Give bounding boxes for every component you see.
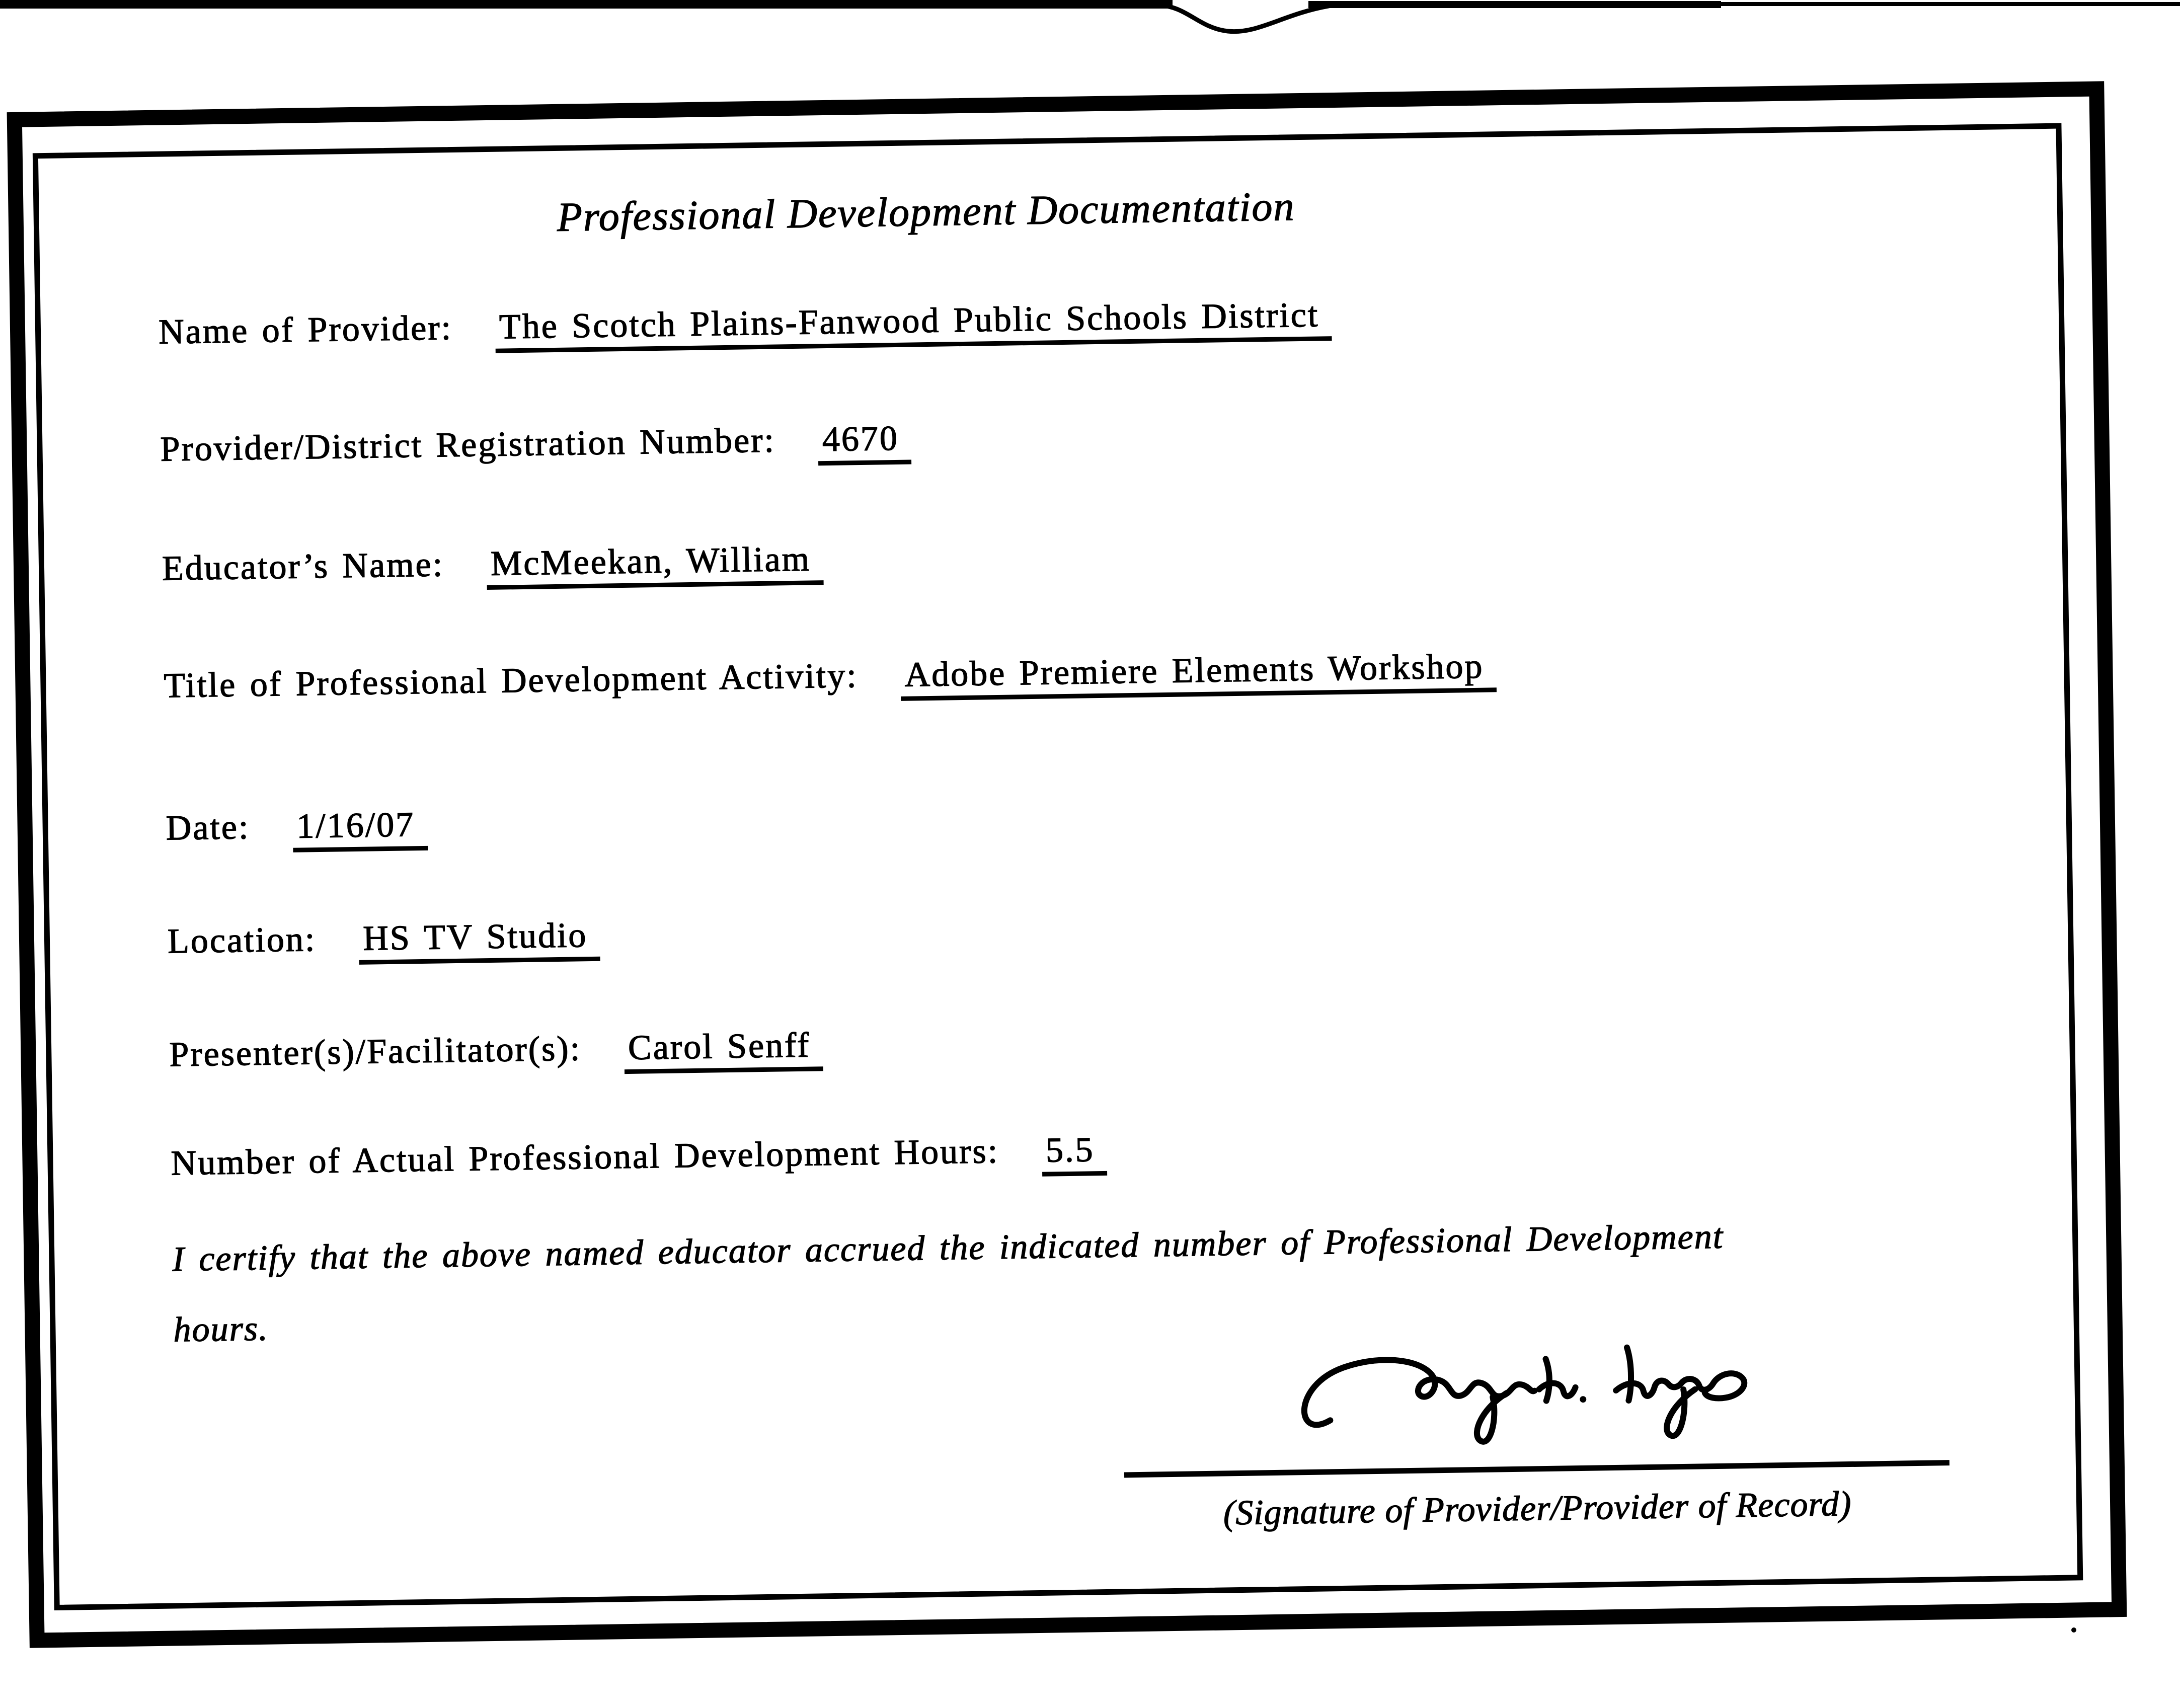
handwritten-signature bbox=[1273, 1306, 1768, 1472]
field-row-location bbox=[168, 918, 601, 968]
field-value: 5.5 bbox=[1042, 1132, 1108, 1177]
field-value: McMeekan, William bbox=[487, 541, 824, 590]
field-row-date bbox=[166, 807, 428, 855]
certification-line: I certify that the above named educator accrued the indicated number of Professional Development bbox=[172, 1217, 1724, 1279]
field-value: 1/16/07 bbox=[292, 807, 428, 852]
field-row-provider-name bbox=[159, 297, 1332, 358]
field-value: The Scotch Plains-Fanwood Public Schools District bbox=[495, 297, 1332, 353]
scan-speck-artifact bbox=[2071, 1627, 2076, 1633]
field-label: Presenter(s)/Facilitator(s): bbox=[169, 1029, 582, 1074]
scanner-edge-artifact bbox=[1308, 1, 1721, 8]
field-row-presenter bbox=[169, 1028, 823, 1080]
scanner-edge-artifact bbox=[1711, 2, 2180, 6]
signature-period-dot bbox=[1580, 1396, 1586, 1403]
scanner-edge-artifact bbox=[0, 0, 1173, 9]
field-row-educator-name bbox=[162, 541, 824, 594]
scanner-squiggle-artifact bbox=[1152, 0, 1334, 45]
field-label: Educator’s Name: bbox=[162, 545, 444, 588]
field-value: HS TV Studio bbox=[359, 918, 600, 965]
field-row-activity-title bbox=[164, 649, 1497, 712]
field-label: Provider/District Registration Number: bbox=[160, 421, 776, 469]
field-label: Location: bbox=[167, 920, 317, 961]
field-value: 4670 bbox=[818, 421, 911, 465]
field-label: Date: bbox=[166, 808, 250, 848]
certification-line: hours. bbox=[173, 1309, 269, 1350]
field-label: Number of Actual Professional Development Hours: bbox=[171, 1132, 999, 1183]
field-row-hours bbox=[171, 1132, 1107, 1190]
field-value: Adobe Premiere Elements Workshop bbox=[900, 649, 1497, 701]
field-value: Carol Senff bbox=[624, 1028, 824, 1074]
signature-caption: (Signature of Provider/Provider of Record) bbox=[1223, 1485, 1852, 1533]
field-row-registration-number bbox=[160, 421, 912, 475]
document-title: Professional Development Documentation bbox=[557, 183, 1296, 240]
field-label: Title of Professional Development Activity: bbox=[163, 656, 859, 706]
field-label: Name of Provider: bbox=[158, 308, 453, 352]
certificate-outer-border bbox=[7, 81, 2127, 1648]
